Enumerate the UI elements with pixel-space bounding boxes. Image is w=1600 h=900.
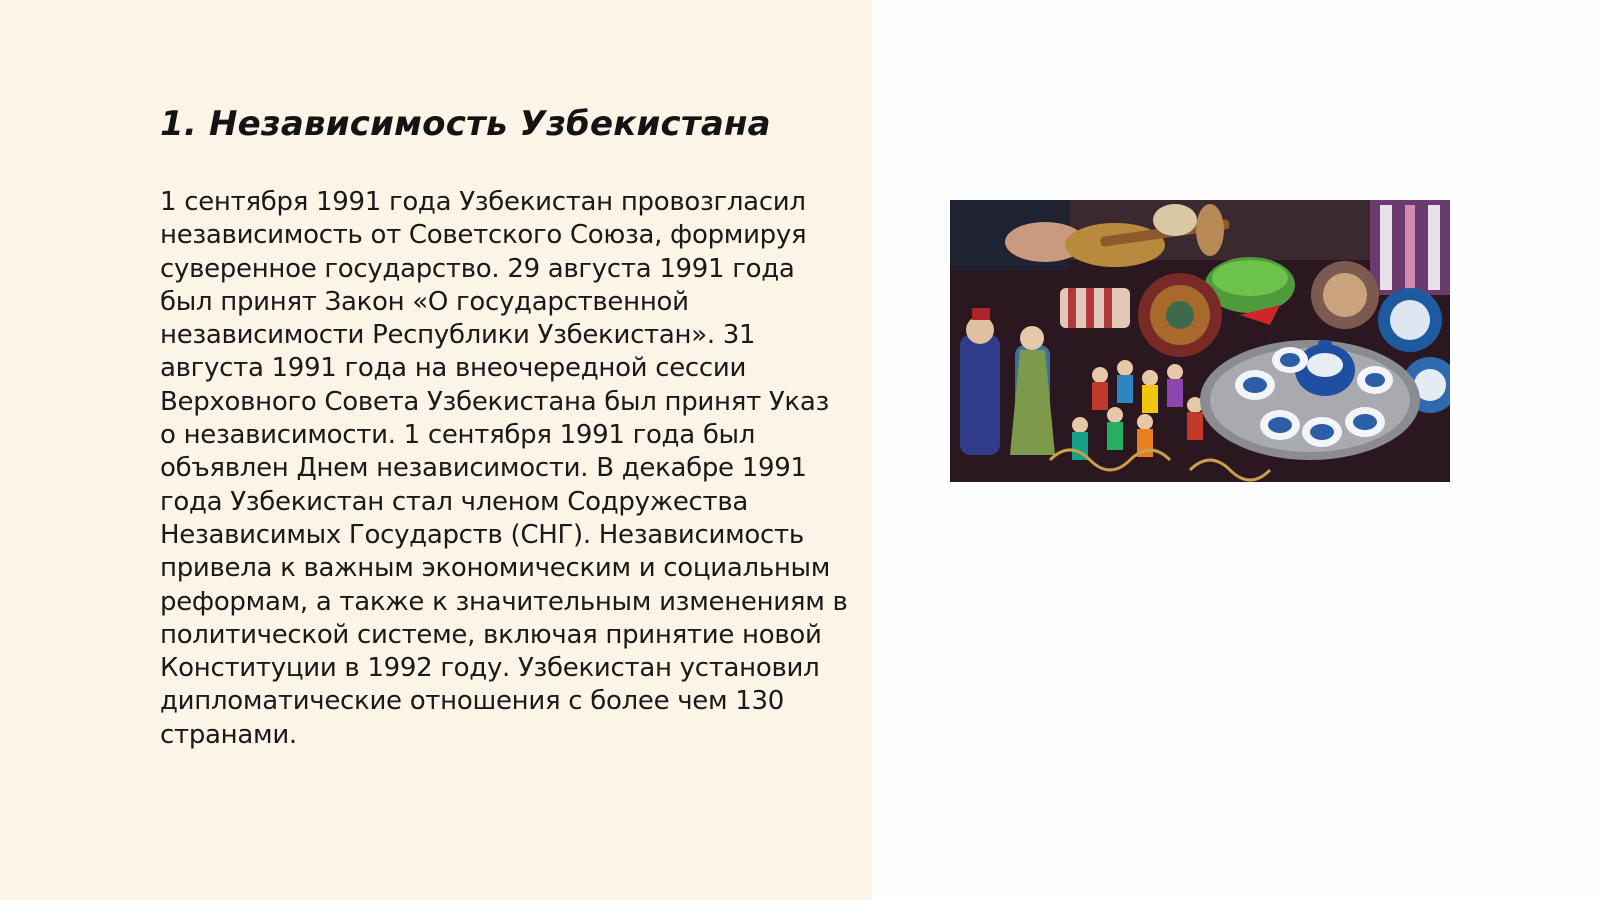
uzbek-crafts-photo [950, 200, 1450, 482]
slide-title: 1. Независимость Узбекистана [160, 104, 771, 144]
slide-body-text: 1 сентября 1991 года Узбекистан провозгласил независимость от Советского Союза, формируя суверенное государство. 29 августа 1991 года был принят Закон «О государственной независимости Республики Узбекистан». 31 августа 1991 года на внеочередной сессии Верховного Совета Узбекистана был принят Указ о независимости. 1 сентября 1991 года был объявлен Днем независимости. В декабре 1991 года Узбекистан стал членом Содружества Независимых Государств (СНГ). Независимость привела к важным экономическим и социальным реформам, а также к значительным изменениям в политической системе, включая принятие новой Конституции в 1992 году. Узбекистан установил дипломатические отношения с более чем 130 странами. [160, 187, 848, 750]
